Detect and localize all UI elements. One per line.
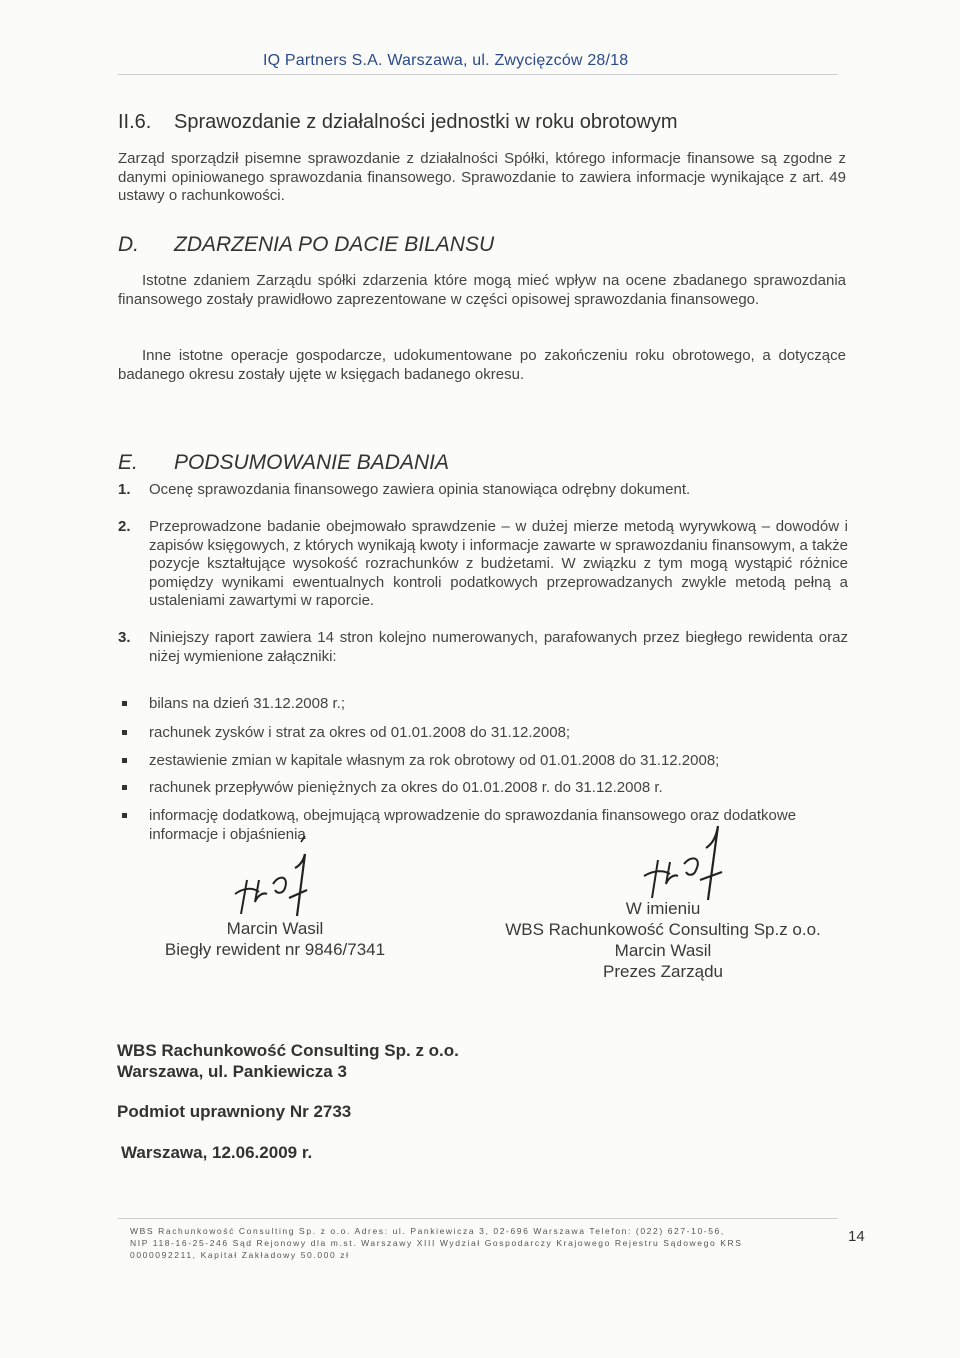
signature-block-auditor bbox=[150, 918, 400, 960]
section-title: Sprawozdanie z działalności jednostki w roku obrotowym bbox=[174, 111, 678, 133]
firm-entity-number: Podmiot uprawniony Nr 2733 bbox=[117, 1102, 352, 1121]
footer-line-2: NIP 118-16-25-246 Sąd Rejonowy dla m.st. Warszawy XIII Wydział Gospodarczy Krajowego Rejestru Sądowego KRS bbox=[130, 1238, 743, 1248]
footer-line-1: WBS Rachunkowość Consulting Sp. z o.o. Adres: ul. Pankiewicza 3, 02-696 Warszawa Telefon: (022) 627-10-56, bbox=[130, 1226, 725, 1236]
page-number: 14 bbox=[848, 1228, 865, 1245]
summary-item-text: Ocenę sprawozdania finansowego zawiera opinia stanowiąca odrębny dokument. bbox=[149, 481, 691, 498]
summary-item-1 bbox=[118, 481, 848, 500]
summary-item-number: 1. bbox=[118, 481, 131, 498]
attachment-text: informację dodatkową, obejmującą wprowadzenie do sprawozdania finansowego oraz dodatkowe informacje i objaśnienia bbox=[149, 807, 797, 843]
summary-item-text: Przeprowadzone badanie obejmowało sprawdzenie – w dużej mierze metodą wyrywkową – dowodów i zapisów księgowych, z których wynikają kwoty i informacje zawarte w sprawozdaniu finansowym, a także pozycje kształtujące wysokość rozrachunków z budżetami. W związku z tym mogą wystąpić różnice pomiędzy wynikami ewentualnych kontroli podatkowych przeprowadzanych zwykle metodą pełną a ustaleniami zawartymi w raporcie. bbox=[149, 518, 848, 609]
signature-left-image bbox=[225, 832, 335, 917]
attachment-text: rachunek zysków i strat za okres od 01.01.2008 do 31.12.2008; bbox=[149, 724, 571, 741]
bullet-icon bbox=[122, 813, 127, 818]
summary-item-number: 3. bbox=[118, 629, 131, 646]
header-rule bbox=[118, 74, 838, 75]
on-behalf-label: W imieniu bbox=[625, 899, 701, 918]
section-heading bbox=[118, 111, 678, 134]
section-e-heading bbox=[118, 451, 449, 475]
footer-rule bbox=[118, 1218, 838, 1219]
bullet-icon bbox=[122, 730, 127, 735]
section-number: II.6. bbox=[118, 111, 152, 133]
section-e-title: PODSUMOWANIE BADANIA bbox=[174, 451, 449, 474]
section-d-title: ZDARZENIA PO DACIE BILANSU bbox=[174, 233, 495, 256]
attachment-text: rachunek przepływów pieniężnych za okres do 01.01.2008 r. do 31.12.2008 r. bbox=[149, 779, 663, 796]
section-d-letter: D. bbox=[118, 233, 139, 256]
paragraph-other-operations: Inne istotne operacje gospodarcze, udokumentowane po zakończeniu roku obrotowego, a dotyczące badanego okresu zostały ujęte w księgach badanego okresu. bbox=[118, 347, 846, 383]
page-footer bbox=[130, 1225, 830, 1261]
document-date: Warszawa, 12.06.2009 r. bbox=[121, 1143, 313, 1162]
attachment-item bbox=[118, 695, 848, 714]
president-name: Marcin Wasil bbox=[614, 941, 712, 960]
firm-stamp bbox=[117, 1040, 459, 1082]
summary-item-text: Niniejszy raport zawiera 14 stron kolejno numerowanych, parafowanych przez biegłego rewidenta oraz niżej wymienione załączniki: bbox=[149, 629, 848, 665]
auditor-name: Marcin Wasil bbox=[226, 919, 324, 938]
bullet-icon bbox=[122, 758, 127, 763]
summary-item-3 bbox=[118, 629, 848, 666]
attachment-item bbox=[118, 752, 848, 771]
signature-block-company bbox=[490, 898, 836, 982]
section-e-letter: E. bbox=[118, 451, 138, 474]
paragraph-management-report: Zarząd sporządził pisemne sprawozdanie z działalności Spółki, którego informacje finansowe są zgodne z danymi opiniowanego sprawozdania finansowego. Sprawozdanie to zawiera informacje wynikające z art. 49 ustawy o rachunkowości. bbox=[118, 150, 846, 204]
attachment-text: zestawienie zmian w kapitale własnym za rok obrotowy od 01.01.2008 do 31.12.2008; bbox=[149, 752, 720, 769]
auditor-license: Biegły rewident nr 9846/7341 bbox=[164, 940, 386, 959]
paragraph-significant-events: Istotne zdaniem Zarządu spółki zdarzenia które mogą mieć wpływ na ocene zbadanego sprawozdania finansowego zostały prawidłowo zaprezentowane w części opisowej sprawozdania finansowego. bbox=[118, 272, 846, 308]
attachment-item bbox=[118, 779, 848, 798]
summary-item-2 bbox=[118, 518, 848, 611]
footer-line-3: 0000092211, Kapitał Zakładowy 50.000 zł bbox=[130, 1250, 350, 1260]
president-title: Prezes Zarządu bbox=[603, 962, 723, 981]
firm-name: WBS Rachunkowość Consulting Sp. z o.o. bbox=[117, 1041, 459, 1060]
page-header: IQ Partners S.A. Warszawa, ul. Zwycięzców 28/18 bbox=[263, 52, 629, 69]
firm-address: Warszawa, ul. Pankiewicza 3 bbox=[117, 1062, 347, 1081]
summary-item-number: 2. bbox=[118, 518, 131, 535]
section-d-heading bbox=[118, 233, 494, 257]
bullet-icon bbox=[122, 785, 127, 790]
bullet-icon bbox=[122, 701, 127, 706]
signature-right-image bbox=[640, 818, 750, 903]
company-name: WBS Rachunkowość Consulting Sp.z o.o. bbox=[505, 920, 821, 939]
attachment-item bbox=[118, 724, 848, 743]
attachment-text: bilans na dzień 31.12.2008 r.; bbox=[149, 695, 345, 712]
